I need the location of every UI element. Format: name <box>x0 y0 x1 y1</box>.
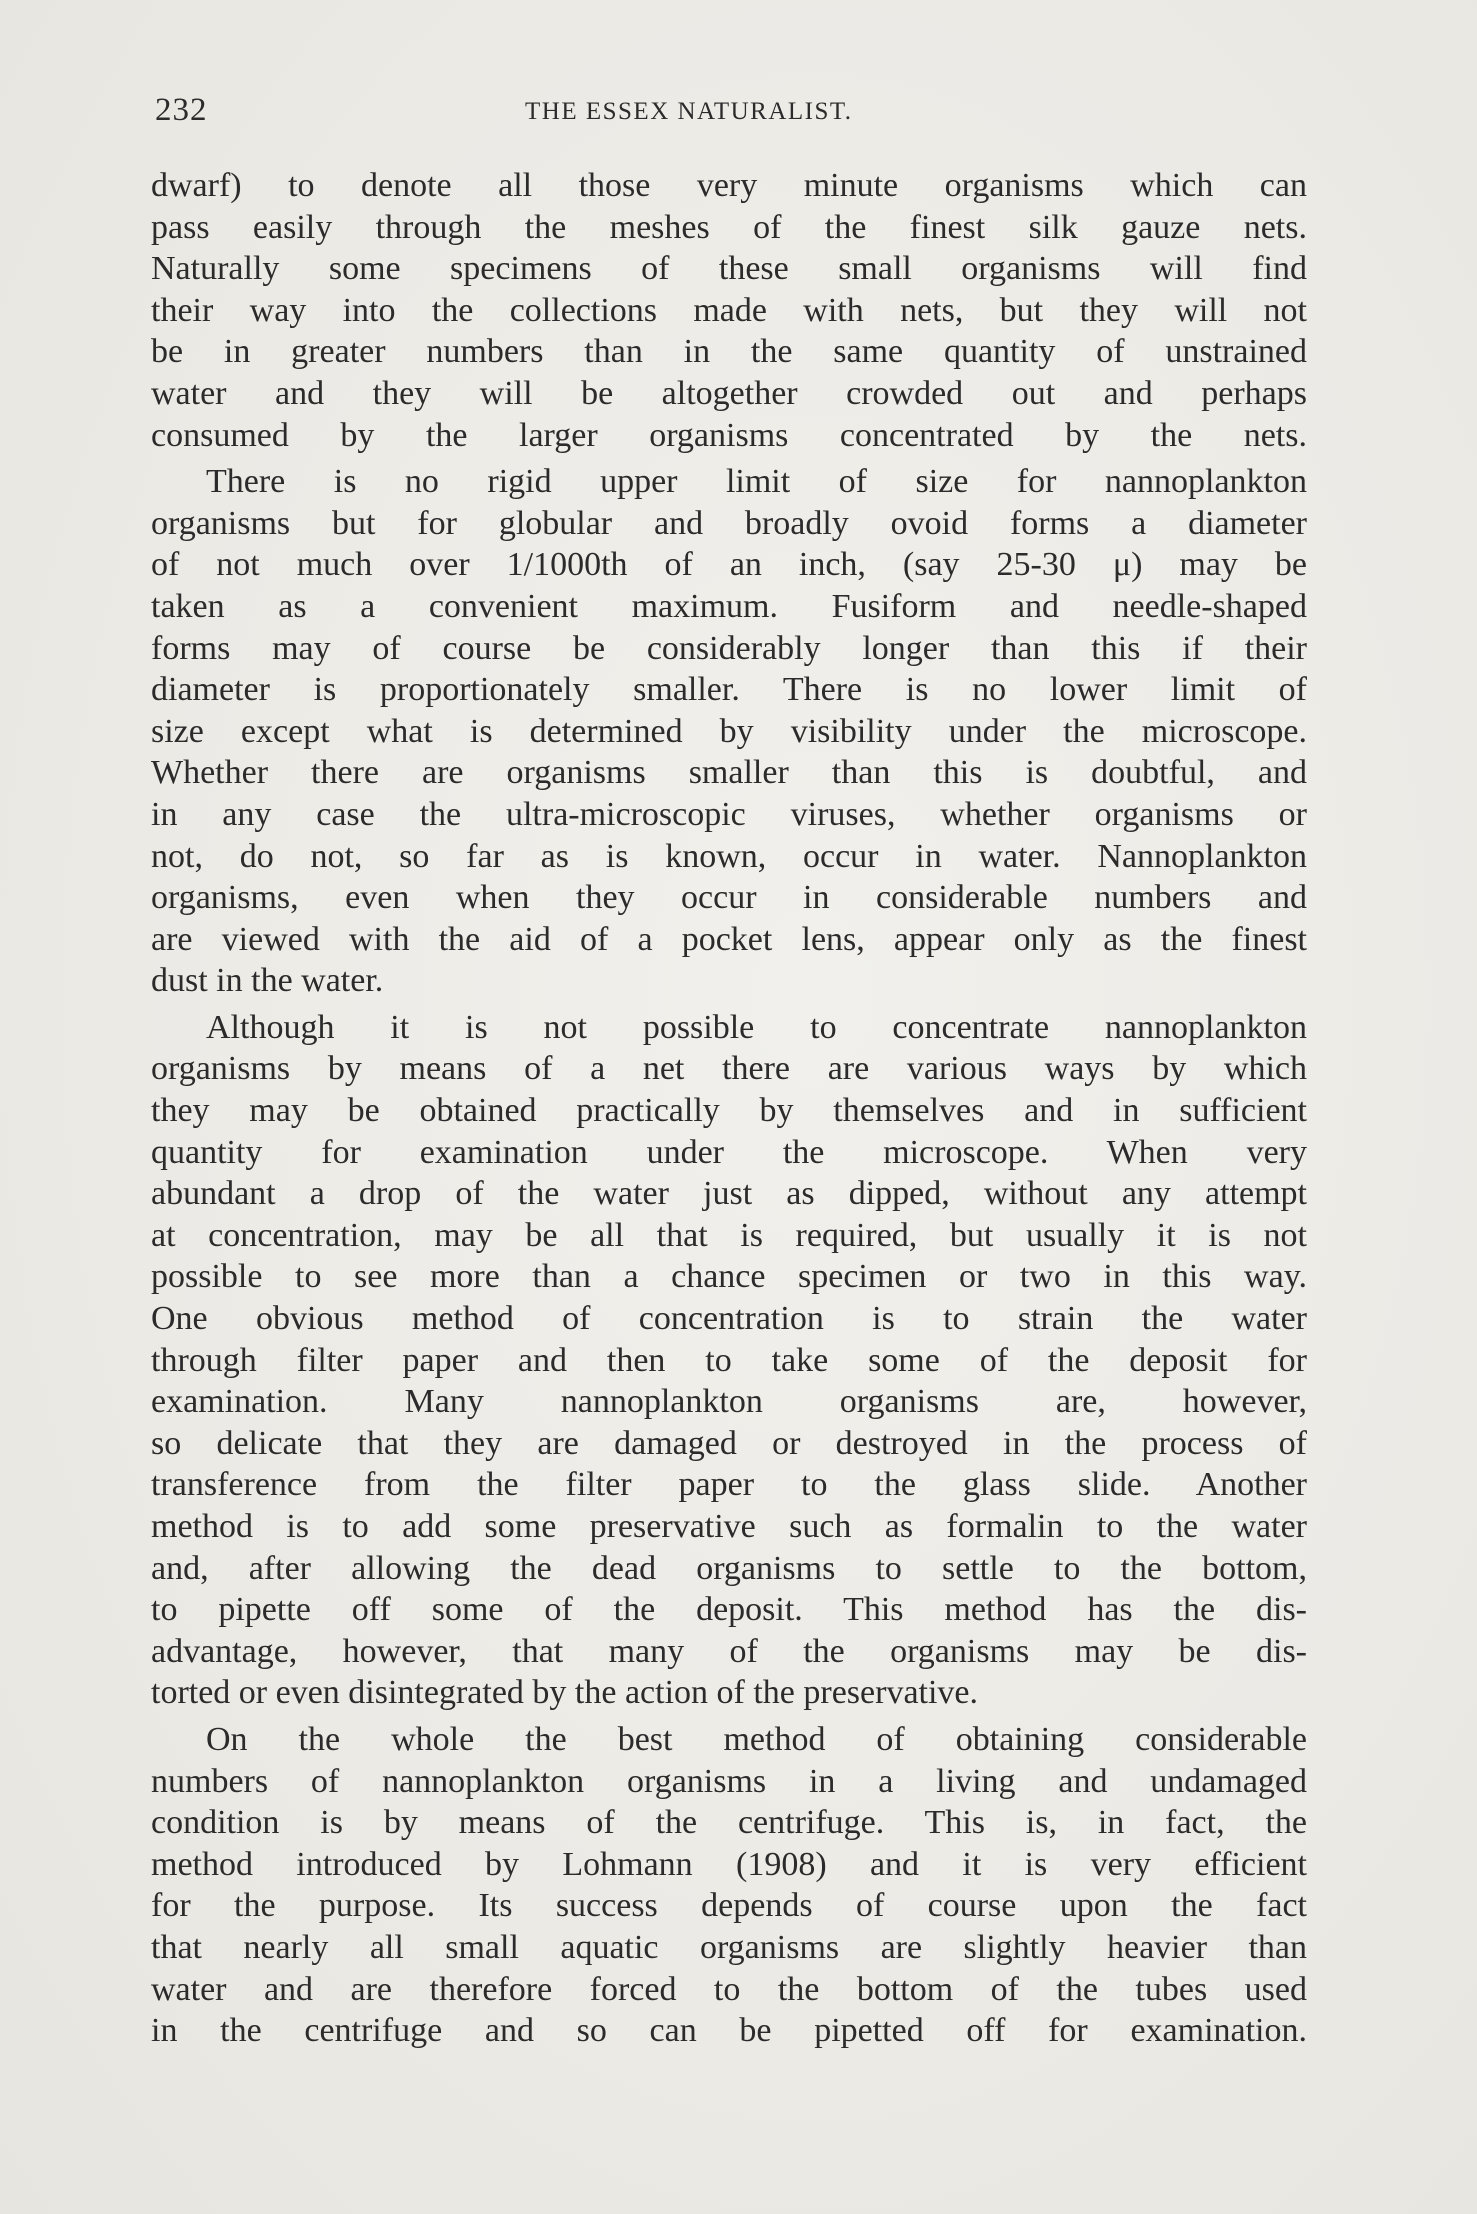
body-text <box>151 165 1307 2052</box>
page-header <box>155 92 1320 132</box>
text-line: dust in the water. <box>151 962 384 1000</box>
paragraph-4 <box>151 1719 1307 2052</box>
text-line: One obvious method of concentration is to strain the water <box>151 1300 1307 1338</box>
text-line: through filter paper and then to take some of the deposit for <box>151 1341 1307 1379</box>
page-number: 232 <box>155 92 208 128</box>
text-line: possible to see more than a chance specimen or two in this way. <box>151 1258 1307 1296</box>
text-line: method introduced by Lohmann (1908) and it is very efficient <box>151 1845 1307 1883</box>
text-line: transference from the filter paper to the glass slide. Another <box>151 1466 1307 1504</box>
text-line: organisms by means of a net there are various ways by which <box>151 1050 1307 1088</box>
paragraph-2 <box>151 461 1307 1002</box>
text-line: consumed by the larger organisms concentrated by the nets. <box>151 416 1307 454</box>
paragraph-3 <box>151 1007 1307 1714</box>
text-line: size except what is determined by visibility under the microscope. <box>151 712 1307 750</box>
text-line: Whether there are organisms smaller than this is doubtful, and <box>151 754 1307 792</box>
text-line: Naturally some specimens of these small organisms will find <box>151 250 1307 288</box>
text-line: There is no rigid upper limit of size for nannoplankton <box>206 463 1307 501</box>
text-line: taken as a convenient maximum. Fusiform and needle-shaped <box>151 587 1307 625</box>
text-line: are viewed with the aid of a pocket lens, appear only as the finest <box>151 920 1307 958</box>
text-line: forms may of course be considerably longer than this if their <box>151 629 1307 667</box>
paragraph-1 <box>151 165 1307 456</box>
text-line: torted or even disintegrated by the action of the preservative. <box>151 1674 979 1712</box>
text-line: water and they will be altogether crowded out and perhaps <box>151 374 1307 412</box>
text-line: their way into the collections made with nets, but they will not <box>151 291 1307 329</box>
running-head: THE ESSEX NATURALIST. <box>525 98 853 125</box>
text-line: for the purpose. Its success depends of course upon the fact <box>151 1887 1307 1925</box>
text-line: at concentration, may be all that is required, but usually it is not <box>151 1216 1307 1254</box>
text-line: water and are therefore forced to the bottom of the tubes used <box>151 1970 1307 2008</box>
text-line: in any case the ultra-microscopic viruses, whether organisms or <box>151 795 1307 833</box>
text-line: be in greater numbers than in the same quantity of unstrained <box>151 333 1307 371</box>
text-line: to pipette off some of the deposit. This method has the dis- <box>151 1591 1307 1629</box>
text-line: method is to add some preservative such as formalin to the water <box>151 1508 1307 1545</box>
text-line: so delicate that they are damaged or destroyed in the process of <box>151 1424 1307 1462</box>
text-line: dwarf) to denote all those very minute organisms which can <box>151 167 1307 204</box>
text-line: examination. Many nannoplankton organisms are, however, <box>151 1383 1307 1421</box>
text-line: and, after allowing the dead organisms to settle to the bottom, <box>151 1549 1307 1587</box>
text-line: that nearly all small aquatic organisms are slightly heavier than <box>151 1928 1307 1966</box>
text-line: organisms, even when they occur in considerable numbers and <box>151 879 1307 917</box>
text-line: pass easily through the meshes of the finest silk gauze nets. <box>151 208 1307 246</box>
text-line: not, do not, so far as is known, occur in water. Nannoplankton <box>151 837 1307 875</box>
text-line: On the whole the best method of obtaining considerable <box>206 1720 1307 1758</box>
text-line: Although it is not possible to concentrate nannoplankton <box>206 1008 1307 1046</box>
text-line: organisms but for globular and broadly ovoid forms a diameter <box>151 504 1307 542</box>
text-line: condition is by means of the centrifuge. This is, in fact, the <box>151 1804 1307 1842</box>
text-line: diameter is proportionately smaller. There is no lower limit of <box>151 671 1307 709</box>
text-line: of not much over 1/1000th of an inch, (say 25-30 μ) may be <box>151 546 1307 584</box>
text-line: advantage, however, that many of the organisms may be dis- <box>151 1632 1307 1670</box>
text-line: in the centrifuge and so can be pipetted off for examination. <box>151 2012 1307 2050</box>
text-line: they may be obtained practically by themselves and in sufficient <box>151 1092 1307 1130</box>
text-line: numbers of nannoplankton organisms in a living and undamaged <box>151 1762 1307 1800</box>
text-line: quantity for examination under the microscope. When very <box>151 1133 1307 1171</box>
text-line: abundant a drop of the water just as dipped, without any attempt <box>151 1175 1307 1213</box>
